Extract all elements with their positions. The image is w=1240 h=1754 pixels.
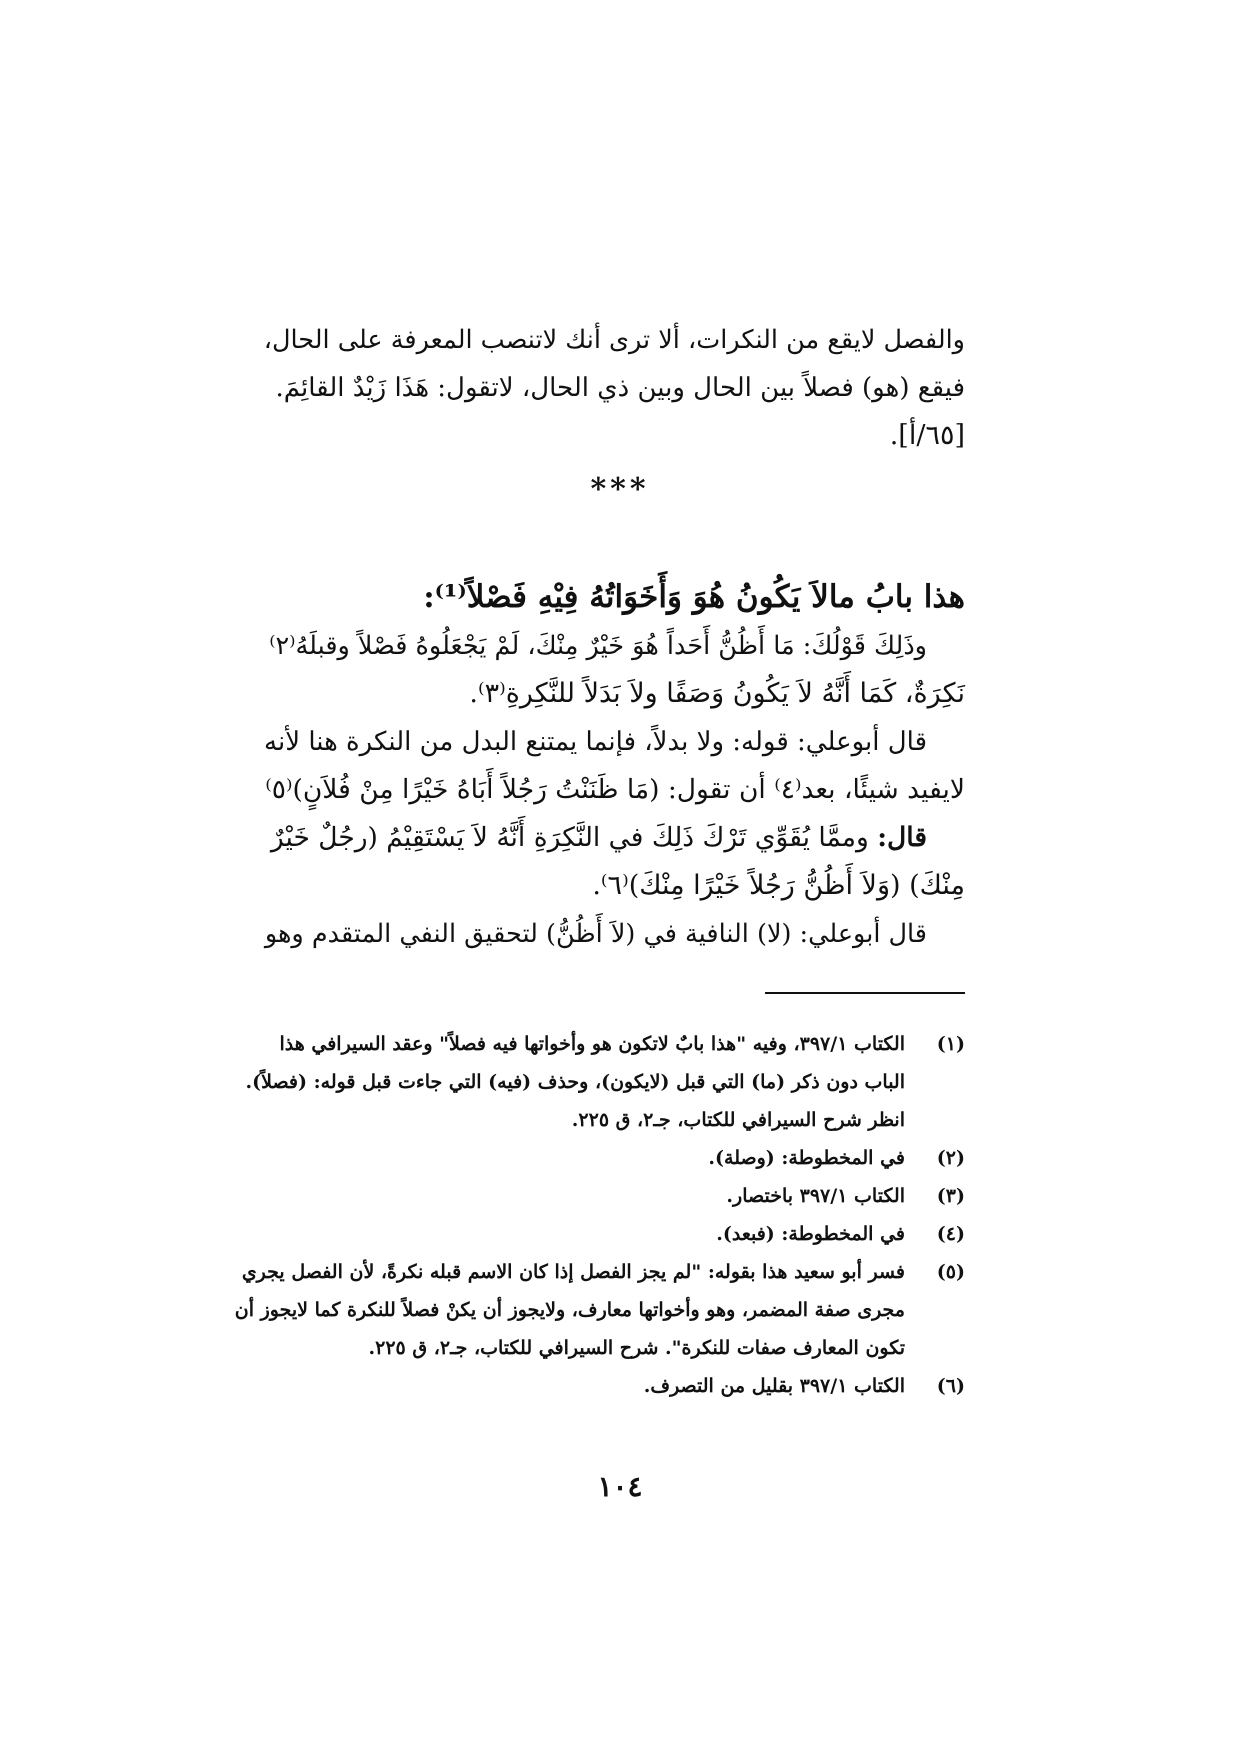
footnote bbox=[245, 1025, 965, 1139]
footnote-line: الكتاب ٣٩٧/١، وفيه "هذا بابٌ لاتكون هو وأخواتها فيه فصلاً" وعقد السيرافي هذا bbox=[279, 1033, 905, 1055]
continuation-paragraph bbox=[265, 316, 965, 460]
text-span: وممَّا يُقَوِّي تَرْكَ ذَلِكَ في النَّكِرَةِ أَنَّهُ لاَ يَسْتَقِيْمُ (رجُلٌ خَيْرٌ bbox=[270, 822, 869, 853]
footnote-number: (٥) bbox=[936, 1261, 965, 1283]
footnote-line: الباب دون ذكر (ما) التي قبل (لايكون)، وحذف (فيه) التي جاءت قبل قوله: (فصلاً). bbox=[245, 1071, 905, 1093]
footnote bbox=[265, 1139, 965, 1177]
footnote-line: تكون المعارف صفات للنكرة". شرح السيرافي للكتاب، جـ٢، ق ٢٢٥. bbox=[368, 1337, 905, 1359]
footnote bbox=[265, 1215, 965, 1253]
page-number: ١٠٤ bbox=[597, 1470, 643, 1503]
footnote-line: مجرى صفة المضمر، وهو وأخواتها معارف، ولايجوز أن يكنْ فصلاً للنكرة كما لايجوز أن bbox=[234, 1299, 905, 1321]
text-line: مِنْكَ) (وَلاَ أَظُنُّ رَجُلاً خَيْرًا مِنْكَ)⁽٦⁾. bbox=[592, 870, 965, 901]
footnotes bbox=[234, 1025, 965, 1405]
qala-label: قال: bbox=[877, 822, 927, 853]
footnote bbox=[265, 1367, 965, 1405]
text-line: والفصل لايقع من النكرات، ألا ترى أنك لاتنصب المعرفة على الحال، bbox=[263, 325, 965, 355]
footnote bbox=[265, 1177, 965, 1215]
chapter-section bbox=[265, 572, 965, 958]
text-line bbox=[265, 814, 965, 862]
footnote bbox=[234, 1253, 965, 1367]
text-line: [٦٥/أ]. bbox=[889, 420, 965, 451]
footnote-number: (١) bbox=[936, 1033, 965, 1055]
footnote-line: في المخطوطة: (فبعد). bbox=[716, 1223, 905, 1245]
footnote-number: (٤) bbox=[936, 1223, 965, 1245]
text-line: فيقع (هو) فصلاً بين الحال وبين ذي الحال، لاتقول: هَذَا زَيْدٌ القائِمَ. bbox=[275, 373, 965, 403]
footnote-line: انظر شرح السيرافي للكتاب، جـ٢، ق ٢٢٥. bbox=[571, 1109, 905, 1131]
text-line: قال أبوعلي: (لا) النافية في (لاَ أَظُنُّ) لتحقيق النفي المتقدم وهو bbox=[264, 919, 927, 949]
section-separator: *** bbox=[590, 472, 650, 507]
text-line: نَكِرَةٌ، كَمَا أَنَّهُ لاَ يَكُونُ وَصَفًا ولاَ بَدَلاً للنَّكِرةِ⁽٣⁾. bbox=[469, 678, 965, 709]
footnote-number: (٣) bbox=[936, 1185, 965, 1207]
text-line: لايفيد شيئًا، بعد⁽٤⁾ أن تقول: (مَا ظَنَنْتُ رَجُلاً أَبَاهُ خَيْرًا مِنْ فُلاَنٍ)⁽٥⁾ bbox=[265, 774, 965, 805]
footnote-number: (٢) bbox=[936, 1147, 965, 1169]
text-line: قال أبوعلي: قوله: ولا بدلاً، فإنما يمتنع البدل من النكرة هنا لأنه bbox=[264, 727, 927, 757]
footnote-line: الكتاب ٣٩٧/١ بقليل من التصرف. bbox=[643, 1375, 905, 1397]
footnote-line: في المخطوطة: (وصلة). bbox=[708, 1147, 905, 1169]
text-line: وذَلِكَ قَوْلُكَ: مَا أَظُنُّ أَحَداً هُوَ خَيْرٌ مِنْكَ، لَمْ يَجْعَلُوهُ فَصْلاً وقبلَهُ⁽٢⁾ bbox=[269, 631, 927, 661]
footnote-line: الكتاب ٣٩٧/١ باختصار. bbox=[726, 1185, 905, 1207]
chapter-heading: هذا بابُ مالاَ يَكُونُ هُوَ وَأَخَوَاتُهُ فِيْهِ فَصْلاً⁽¹⁾: bbox=[423, 579, 965, 615]
footnote-divider bbox=[765, 992, 965, 994]
footnote-line: فسر أبو سعيد هذا بقوله: "لم يجز الفصل إذا كان الاسم قبله نكرةً، لأن الفصل يجري bbox=[241, 1261, 905, 1283]
footnote-number: (٦) bbox=[936, 1375, 965, 1397]
